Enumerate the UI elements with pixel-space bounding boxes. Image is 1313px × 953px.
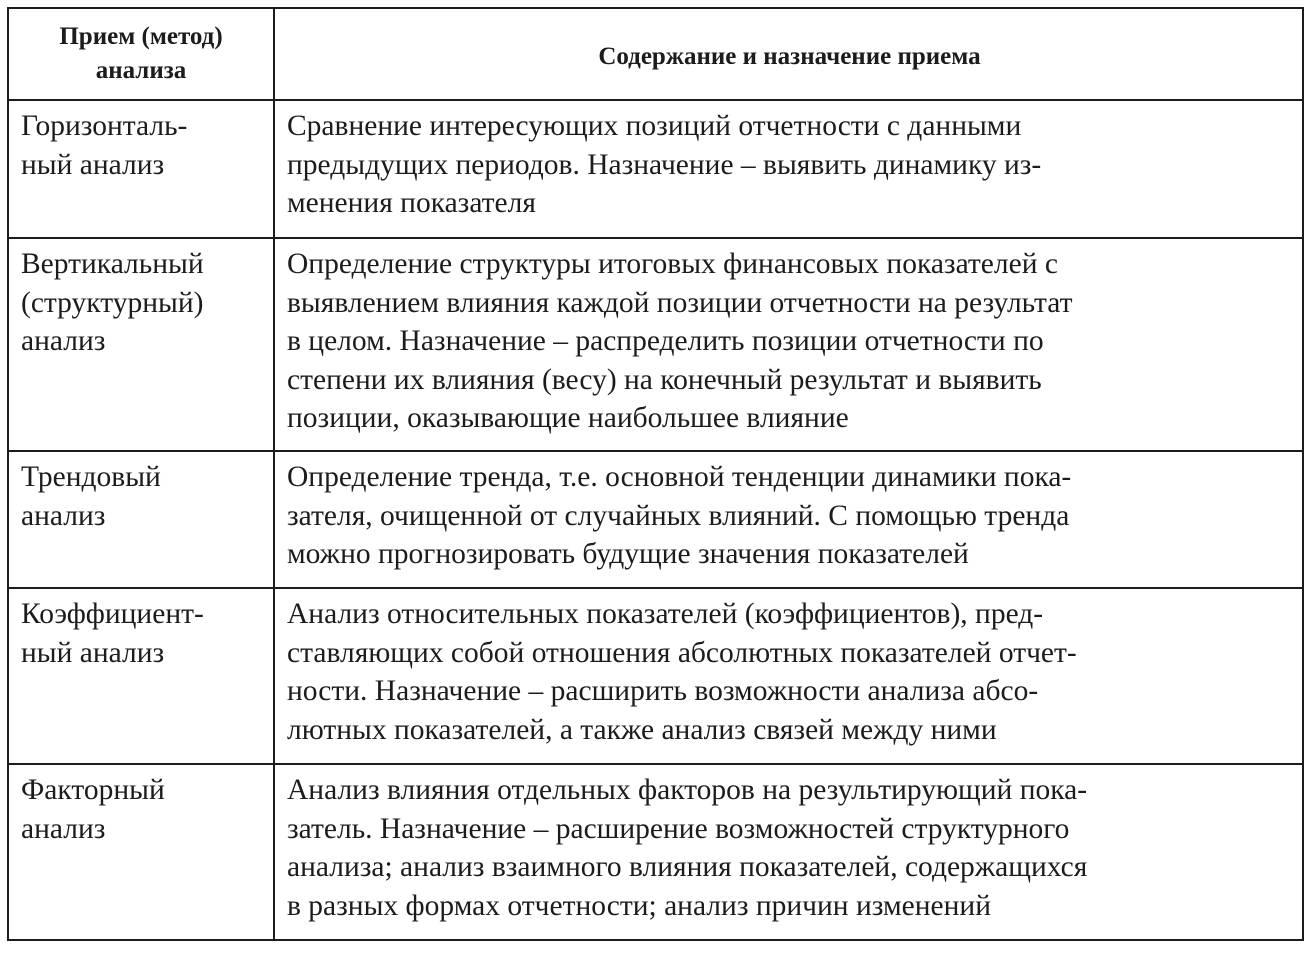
row-trend-method: Трендовый анализ (9, 452, 275, 589)
row-vertical-method: Вертикальный (структурный) анализ (9, 239, 275, 452)
row-vertical-description: Определение структуры итоговых финансовых показателей с выявлением влияния каждой позиции отчетности на результат в целом. Назначение – распределить позиции отчетности по степени их влияния (весу) на конечный результат и выявить позиции, оказывающие наибольшее влияние (275, 239, 1302, 452)
row-factor-method: Факторный анализ (9, 765, 275, 939)
row-ratio-method: Коэффициент- ный анализ (9, 589, 275, 765)
header-method (9, 9, 275, 101)
row-horizontal-description: Сравнение интересующих позиций отчетности с данными предыдущих периодов. Назначение – выявить динамику из- менения показателя (275, 101, 1302, 239)
analysis-methods-table (7, 7, 1304, 941)
header-method-text: Прием (метод) анализа (59, 23, 223, 84)
header-description-text: Содержание и назначение приема (598, 43, 981, 70)
row-trend-description: Определение тренда, т.е. основной тенденции динамики пока- зателя, очищенной от случайных влияний. С помощью тренда можно прогнозировать будущие значения показателей (275, 452, 1302, 589)
row-ratio-description: Анализ относительных показателей (коэффициентов), пред- ставляющих собой отношения абсолютных показателей отчет- ности. Назначение – расширить возможности анализа абсо- лютных показателей, а также анализ связей между ними (275, 589, 1302, 765)
row-factor-description: Анализ влияния отдельных факторов на результирующий пока- затель. Назначение – расширение возможностей структурного анализа; анализ взаимного влияния показателей, содержащихся в разных формах отчетности; анализ причин изменений (287, 774, 1088, 922)
header-description (275, 9, 1302, 101)
row-horizontal-method: Горизонталь- ный анализ (9, 101, 275, 239)
